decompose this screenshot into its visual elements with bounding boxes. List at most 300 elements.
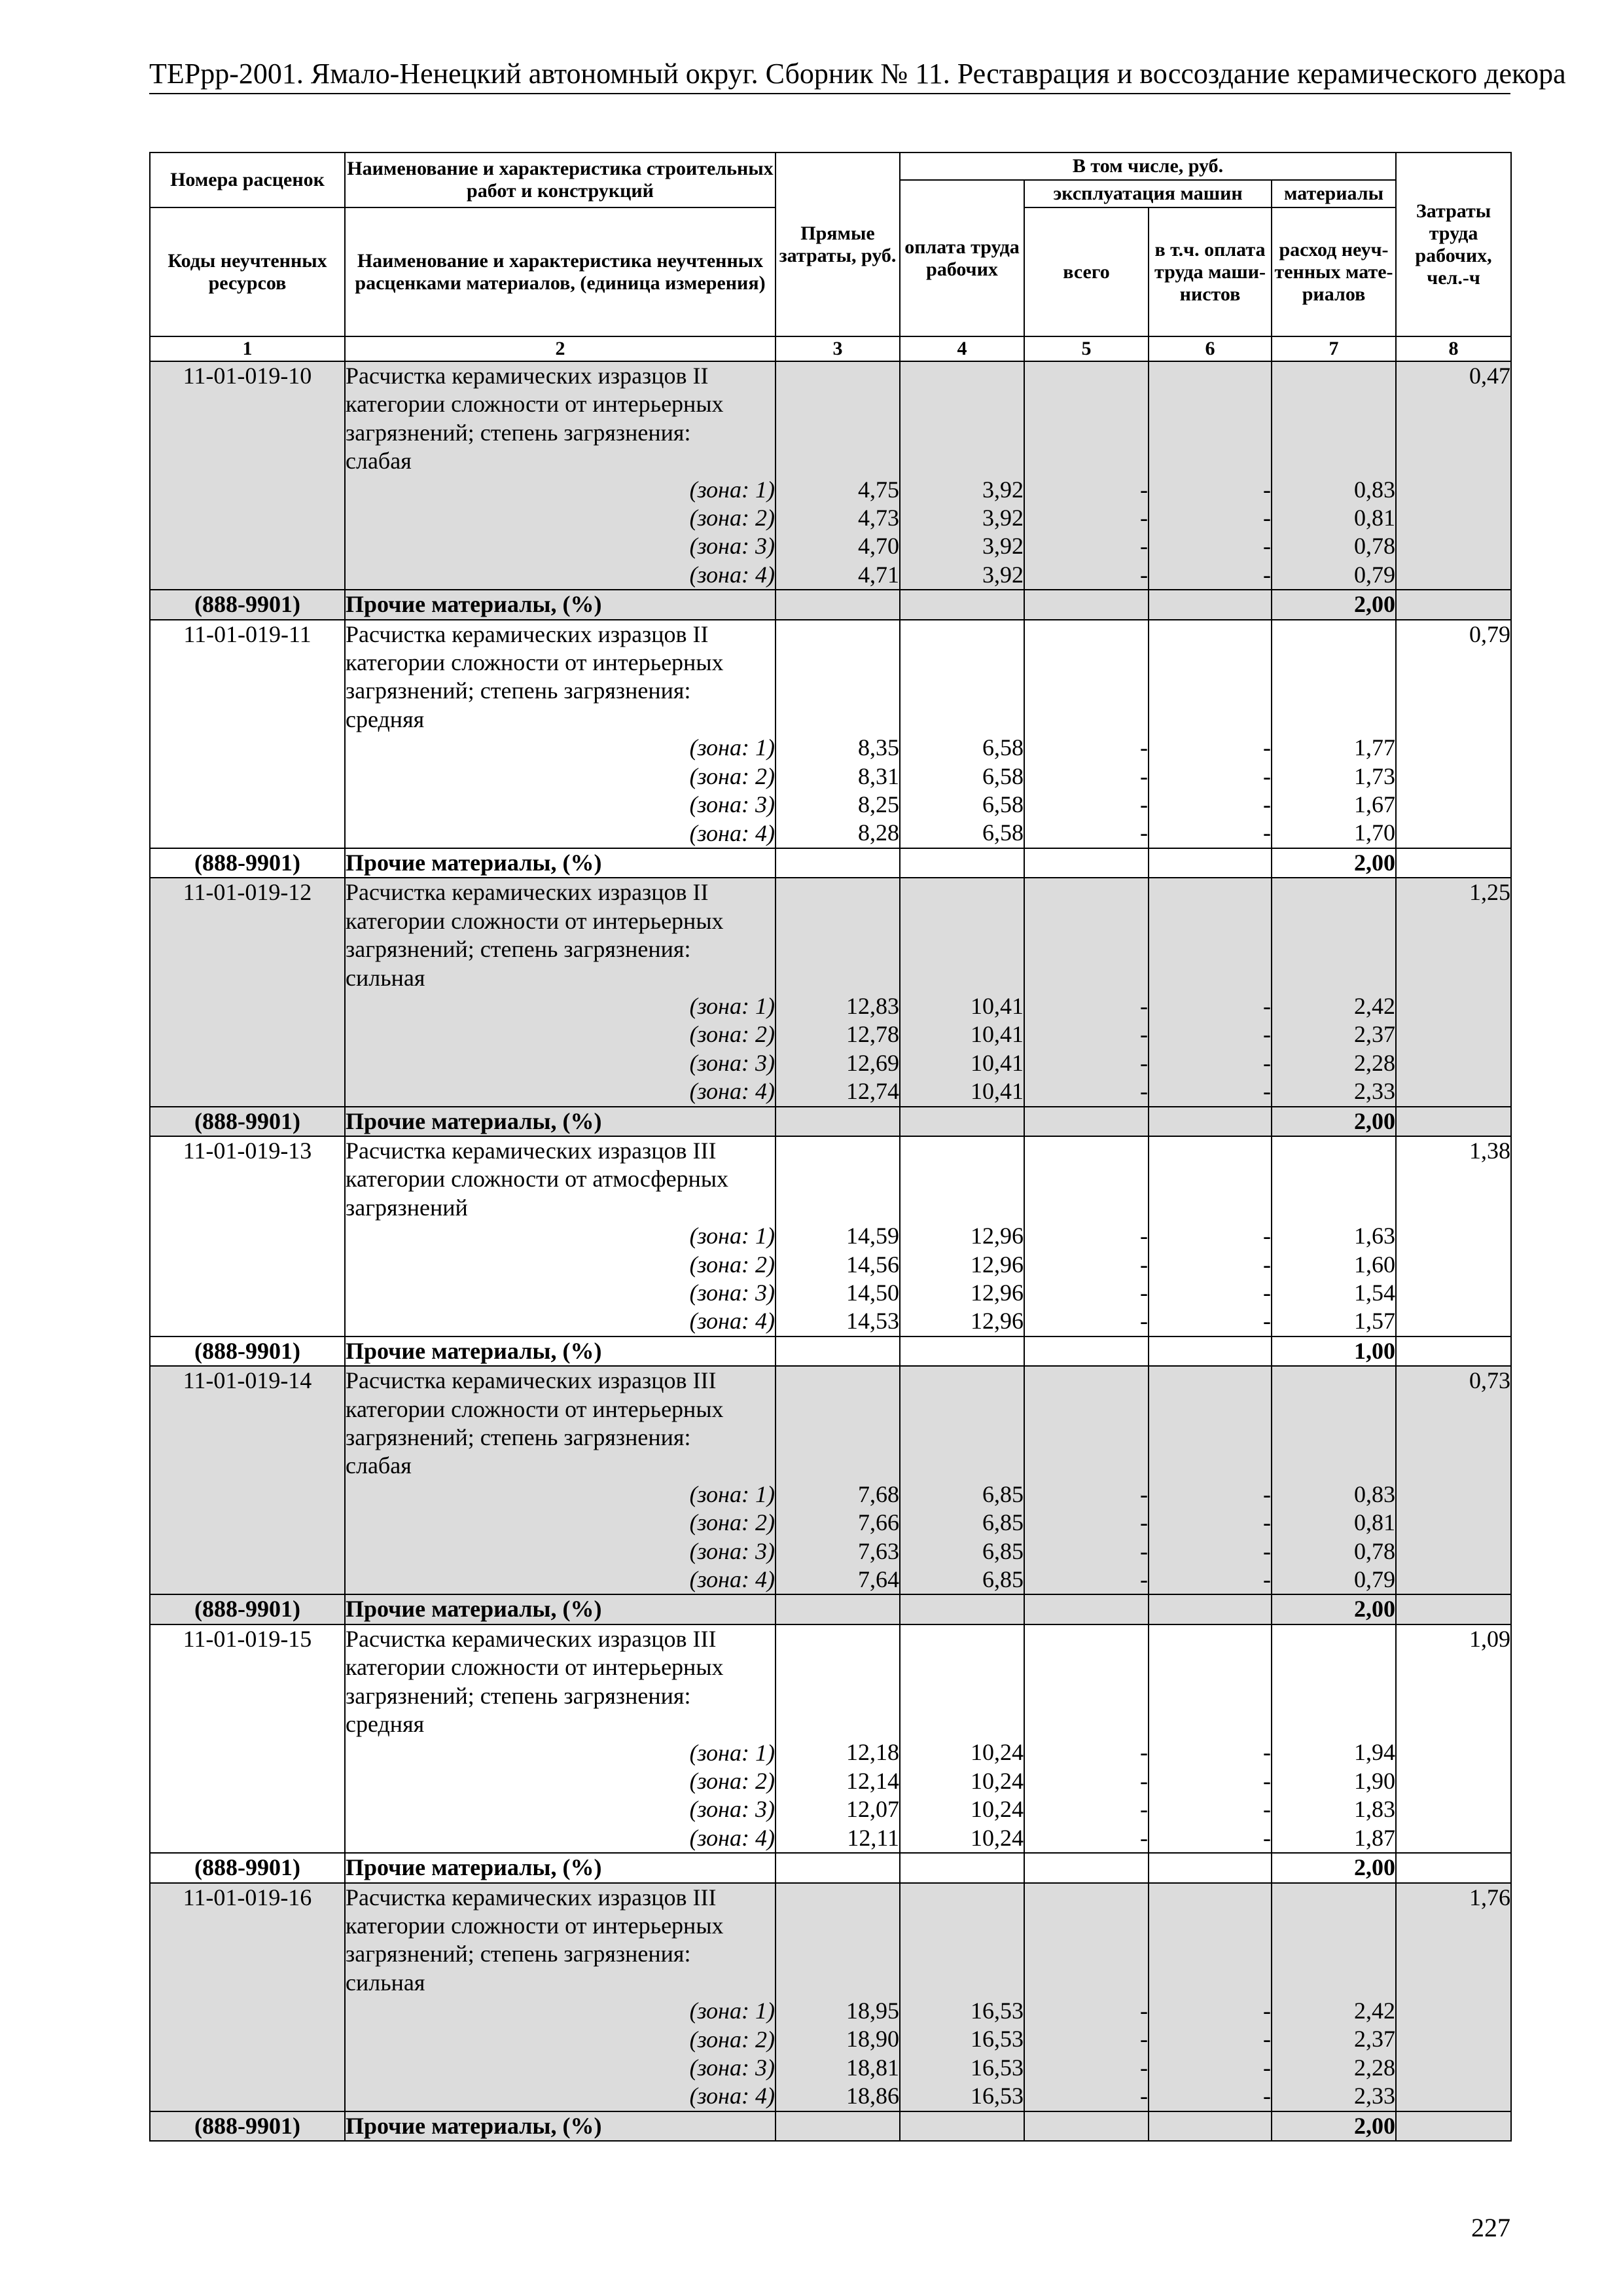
- rate-description-line: загрязнений; степень загрязнения:: [346, 936, 691, 963]
- spacer: [901, 1137, 1024, 1165]
- empty-cell: [1149, 1107, 1272, 1136]
- zone-label: (зона: 3): [689, 1796, 775, 1823]
- spacer: [1149, 935, 1271, 963]
- spacer: [1272, 935, 1395, 963]
- direct-cost: 12,83: [846, 992, 899, 1019]
- labor-pay: 6,85: [982, 1537, 1024, 1564]
- header-incl: В том числе, руб.: [900, 152, 1396, 180]
- spacer: [1025, 1940, 1148, 1968]
- spacer: [1149, 1884, 1271, 1912]
- machines-total-cell: [1024, 1624, 1149, 1853]
- spacer: [901, 935, 1024, 963]
- spacer: [901, 907, 1024, 935]
- zone-label: (зона: 4): [689, 561, 775, 588]
- spacer: [1149, 1194, 1271, 1222]
- spacer: [1272, 419, 1395, 447]
- spacer: [776, 706, 899, 734]
- machinists-pay: -: [1263, 1566, 1271, 1592]
- machines-total: -: [1140, 762, 1148, 789]
- rate-group: [150, 1136, 1511, 1366]
- table-row: [150, 1366, 1511, 1594]
- spacer: [901, 1165, 1024, 1193]
- labor-pay: 10,24: [971, 1767, 1024, 1794]
- spacer: [776, 1912, 899, 1940]
- empty-cell: [1149, 1594, 1272, 1624]
- rate-description-line: загрязнений; степень загрязнения:: [346, 1682, 691, 1709]
- rate-code: 11-01-019-10: [183, 363, 312, 389]
- labor-pay: 12,96: [971, 1308, 1024, 1335]
- materials-cost: 2,33: [1354, 1078, 1396, 1105]
- empty-cell: [1149, 590, 1272, 619]
- machinists-pay-cell: [1149, 1366, 1272, 1594]
- spacer: [1272, 1137, 1395, 1165]
- rate-description-line: категории сложности от интерьерных: [346, 1395, 724, 1422]
- machines-total: -: [1140, 819, 1148, 846]
- rate-code-cell: [150, 1883, 345, 2111]
- rate-description-line: Расчистка керамических изразцов III: [346, 1625, 717, 1652]
- labor-pay: 3,92: [982, 533, 1024, 560]
- empty-cell: [1396, 1853, 1511, 1882]
- rate-description-line: слабая: [346, 1452, 412, 1479]
- labor-pay: 6,85: [982, 1509, 1024, 1536]
- empty-cell: [1149, 1853, 1272, 1882]
- machines-total: -: [1140, 2026, 1148, 2053]
- direct-cost-cell: [776, 1366, 900, 1594]
- machines-total: -: [1140, 1078, 1148, 1105]
- materials-cost: 0,81: [1354, 1509, 1396, 1536]
- table-row: [150, 1883, 1511, 2111]
- other-materials-name: Прочие материалы, (%): [345, 848, 776, 878]
- rate-code: 11-01-019-13: [183, 1137, 312, 1164]
- labor-pay: 12,96: [971, 1251, 1024, 1278]
- spacer: [776, 1625, 899, 1653]
- spacer: [1272, 1165, 1395, 1193]
- other-materials-code: (888-9901): [150, 1853, 345, 1882]
- col-number: 8: [1396, 336, 1511, 361]
- spacer: [1272, 390, 1395, 418]
- spacer: [901, 1625, 1024, 1653]
- rate-description-line: Расчистка керамических изразцов III: [346, 1137, 717, 1164]
- machines-total: -: [1140, 1824, 1148, 1851]
- labor-pay-cell: [900, 1624, 1024, 1853]
- rate-description-line: категории сложности от интерьерных: [346, 1654, 724, 1681]
- empty-cell: [1024, 1107, 1149, 1136]
- empty-cell: [776, 1336, 900, 1366]
- machinists-pay: -: [1263, 1308, 1271, 1335]
- spacer: [1149, 1940, 1271, 1968]
- rate-description-line: Расчистка керамических изразцов III: [346, 1884, 717, 1910]
- spacer: [776, 1165, 899, 1193]
- header-direct: Прямые затраты, руб.: [776, 152, 900, 336]
- spacer: [776, 935, 899, 963]
- machines-total: -: [1140, 1566, 1148, 1592]
- direct-cost: 8,25: [858, 791, 899, 817]
- labor-pay-cell: [900, 1136, 1024, 1336]
- other-materials-row: [150, 1594, 1511, 1624]
- spacer: [1149, 390, 1271, 418]
- materials-cost: 1,83: [1354, 1796, 1396, 1823]
- rate-description-line: Расчистка керамических изразцов III: [346, 1367, 717, 1394]
- materials-cost-cell: [1272, 1624, 1396, 1853]
- labor-cost-cell: [1396, 1136, 1511, 1336]
- other-materials-code: (888-9901): [150, 1336, 345, 1366]
- rate-description-line: Расчистка керамических изразцов II: [346, 879, 709, 906]
- other-materials-name: Прочие материалы, (%): [345, 1853, 776, 1882]
- spacer: [1149, 1682, 1271, 1710]
- spacer: [1272, 1367, 1395, 1395]
- direct-cost: 4,70: [858, 533, 899, 560]
- materials-cost: 2,37: [1354, 1021, 1396, 1048]
- labor-pay: 10,24: [971, 1739, 1024, 1766]
- spacer: [776, 1940, 899, 1968]
- direct-cost: 4,73: [858, 504, 899, 531]
- zone-label: (зона: 3): [689, 533, 775, 560]
- materials-cost: 2,28: [1354, 1049, 1396, 1076]
- direct-cost: 7,68: [858, 1480, 899, 1507]
- zone-label: (зона: 4): [689, 1078, 775, 1105]
- machinists-pay: -: [1263, 1279, 1271, 1306]
- zone-label: (зона: 3): [689, 1280, 775, 1306]
- machines-total: -: [1140, 1796, 1148, 1823]
- machinists-pay-cell: [1149, 1624, 1272, 1853]
- table-row: [150, 620, 1511, 848]
- empty-cell: [1024, 590, 1149, 619]
- empty-cell: [776, 848, 900, 878]
- labor-pay: 3,92: [982, 476, 1024, 503]
- spacer: [1272, 649, 1395, 677]
- spacer: [1272, 1625, 1395, 1653]
- direct-cost-cell: [776, 1883, 900, 2111]
- machinists-pay: -: [1263, 1767, 1271, 1794]
- labor-cost-cell: [1396, 361, 1511, 590]
- empty-cell: [1024, 1336, 1149, 1366]
- col-number: 6: [1149, 336, 1272, 361]
- spacer: [901, 362, 1024, 390]
- zone-label: (зона: 1): [689, 1223, 775, 1249]
- spacer: [901, 620, 1024, 649]
- spacer: [1149, 706, 1271, 734]
- spacer: [901, 706, 1024, 734]
- machinists-pay-cell: [1149, 1883, 1272, 2111]
- labor-pay-cell: [900, 878, 1024, 1106]
- spacer: [1025, 1625, 1148, 1653]
- spacer: [901, 1710, 1024, 1738]
- empty-cell: [1149, 1336, 1272, 1366]
- direct-cost: 14,50: [846, 1279, 899, 1306]
- empty-cell: [776, 590, 900, 619]
- spacer: [1025, 1912, 1148, 1940]
- direct-cost: 12,18: [846, 1739, 899, 1766]
- labor-cost: 1,76: [1469, 1884, 1511, 1910]
- direct-cost: 18,86: [846, 2083, 899, 2109]
- other-materials-value: 2,00: [1272, 848, 1396, 878]
- materials-cost: 1,94: [1354, 1739, 1396, 1766]
- machines-total: -: [1140, 1251, 1148, 1278]
- machinists-pay: -: [1263, 762, 1271, 789]
- spacer: [1149, 907, 1271, 935]
- spacer: [776, 362, 899, 390]
- spacer: [776, 1452, 899, 1480]
- spacer: [1025, 1367, 1148, 1395]
- machines-total: -: [1140, 1049, 1148, 1076]
- labor-cost-cell: [1396, 620, 1511, 848]
- materials-cost: 1,90: [1354, 1767, 1396, 1794]
- direct-cost: 7,66: [858, 1509, 899, 1536]
- other-materials-code: (888-9901): [150, 2111, 345, 2141]
- header-labor-pay: оплата труда рабочих: [900, 180, 1024, 336]
- document-header: ТЕРрр-2001. Ямало-Ненецкий автономный округ. Сборник № 11. Реставрация и воссоздание керамического декора: [149, 56, 1510, 94]
- materials-cost: 0,78: [1354, 1537, 1396, 1564]
- spacer: [1149, 677, 1271, 705]
- labor-pay: 6,58: [982, 762, 1024, 789]
- labor-cost-cell: [1396, 878, 1511, 1106]
- spacer: [901, 1395, 1024, 1424]
- header-machines: эксплуатация машин: [1024, 180, 1272, 207]
- spacer: [776, 963, 899, 992]
- direct-cost-cell: [776, 620, 900, 848]
- labor-pay: 10,24: [971, 1796, 1024, 1823]
- spacer: [776, 620, 899, 649]
- rate-description-line: категории сложности от интерьерных: [346, 649, 724, 676]
- materials-cost: 0,79: [1354, 561, 1396, 588]
- materials-cost-cell: [1272, 620, 1396, 848]
- machinists-pay: -: [1263, 504, 1271, 531]
- materials-cost: 2,42: [1354, 992, 1396, 1019]
- machinists-pay: -: [1263, 1021, 1271, 1048]
- other-materials-name: Прочие материалы, (%): [345, 1107, 776, 1136]
- spacer: [776, 447, 899, 475]
- spacer: [1272, 1653, 1395, 1681]
- labor-pay: 10,41: [971, 1021, 1024, 1048]
- other-materials-value: 2,00: [1272, 1107, 1396, 1136]
- machinists-pay: -: [1263, 476, 1271, 503]
- header-codes: Коды неучтенных ресурсов: [150, 207, 345, 336]
- materials-cost-cell: [1272, 878, 1396, 1106]
- spacer: [776, 907, 899, 935]
- spacer: [1149, 1653, 1271, 1681]
- direct-cost: 12,11: [847, 1824, 899, 1851]
- other-materials-value: 2,00: [1272, 590, 1396, 619]
- header-materials-usage: расход неуч-тенных мате-риалов: [1272, 207, 1396, 336]
- empty-cell: [1149, 2111, 1272, 2141]
- machinists-pay: -: [1263, 1251, 1271, 1278]
- rate-group: [150, 361, 1511, 620]
- rate-group: [150, 878, 1511, 1136]
- spacer: [1025, 1194, 1148, 1222]
- machinists-pay: -: [1263, 992, 1271, 1019]
- labor-pay-cell: [900, 620, 1024, 848]
- rate-description-line: Расчистка керамических изразцов II: [346, 620, 709, 647]
- rate-name-cell: [345, 361, 776, 590]
- machinists-pay: -: [1263, 1796, 1271, 1823]
- materials-cost: 1,87: [1354, 1824, 1396, 1851]
- machines-total: -: [1140, 1308, 1148, 1335]
- spacer: [1272, 1710, 1395, 1738]
- zone-label: (зона: 2): [689, 2026, 775, 2053]
- empty-cell: [1024, 1594, 1149, 1624]
- materials-cost-cell: [1272, 1366, 1396, 1594]
- spacer: [1272, 1395, 1395, 1424]
- spacer: [776, 390, 899, 418]
- machines-total-cell: [1024, 878, 1149, 1106]
- empty-cell: [776, 1594, 900, 1624]
- spacer: [1272, 706, 1395, 734]
- spacer: [901, 1424, 1024, 1452]
- materials-cost: 0,83: [1354, 1480, 1396, 1507]
- machines-total: -: [1140, 1767, 1148, 1794]
- spacer: [1149, 963, 1271, 992]
- rate-name-cell: [345, 878, 776, 1106]
- direct-cost: 14,59: [846, 1223, 899, 1249]
- spacer: [776, 1137, 899, 1165]
- empty-cell: [900, 1853, 1024, 1882]
- spacer: [1149, 1165, 1271, 1193]
- labor-pay: 12,96: [971, 1223, 1024, 1249]
- header-machinists-pay: в т.ч. оплата труда маши-нистов: [1149, 207, 1272, 336]
- col-number: 1: [150, 336, 345, 361]
- spacer: [776, 419, 899, 447]
- machinists-pay: -: [1263, 734, 1271, 761]
- machines-total-cell: [1024, 1136, 1149, 1336]
- labor-pay: 10,41: [971, 1078, 1024, 1105]
- spacer: [1272, 1682, 1395, 1710]
- direct-cost-cell: [776, 361, 900, 590]
- other-materials-name: Прочие материалы, (%): [345, 2111, 776, 2141]
- empty-cell: [1396, 590, 1511, 619]
- header-machines-total: всего: [1024, 207, 1149, 336]
- spacer: [901, 1653, 1024, 1681]
- rate-name-cell: [345, 1883, 776, 2111]
- materials-cost-cell: [1272, 361, 1396, 590]
- zone-label: (зона: 1): [689, 992, 775, 1019]
- machines-total: -: [1140, 1480, 1148, 1507]
- other-materials-row: [150, 1107, 1511, 1136]
- rate-code: 11-01-019-14: [183, 1367, 312, 1394]
- empty-cell: [1024, 848, 1149, 878]
- labor-pay-cell: [900, 1883, 1024, 2111]
- labor-pay: 10,24: [971, 1824, 1024, 1851]
- spacer: [1149, 1452, 1271, 1480]
- zone-label: (зона: 2): [689, 505, 775, 531]
- empty-cell: [1396, 848, 1511, 878]
- machinists-pay-cell: [1149, 620, 1272, 848]
- rate-description-line: категории сложности от интерьерных: [346, 1912, 724, 1939]
- spacer: [776, 1969, 899, 1997]
- rate-name-cell: [345, 1366, 776, 1594]
- spacer: [1025, 1137, 1148, 1165]
- rate-description-line: загрязнений: [346, 1194, 468, 1221]
- zone-label: (зона: 1): [689, 1998, 775, 2024]
- spacer: [1025, 677, 1148, 705]
- spacer: [901, 878, 1024, 906]
- empty-cell: [776, 1107, 900, 1136]
- materials-cost: 2,37: [1354, 2026, 1396, 2053]
- spacer: [1149, 1137, 1271, 1165]
- other-materials-code: (888-9901): [150, 590, 345, 619]
- direct-cost: 14,56: [846, 1251, 899, 1278]
- other-materials-name: Прочие материалы, (%): [345, 1336, 776, 1366]
- machines-total-cell: [1024, 1366, 1149, 1594]
- direct-cost-cell: [776, 878, 900, 1106]
- direct-cost: 18,81: [846, 2054, 899, 2081]
- spacer: [1025, 1653, 1148, 1681]
- materials-cost: 0,79: [1354, 1566, 1396, 1592]
- spacer: [1272, 620, 1395, 649]
- machinists-pay-cell: [1149, 1136, 1272, 1336]
- spacer: [901, 1940, 1024, 1968]
- materials-cost-cell: [1272, 1883, 1396, 2111]
- zone-label: (зона: 1): [689, 734, 775, 761]
- zone-label: (зона: 3): [689, 791, 775, 818]
- materials-cost: 2,42: [1354, 1998, 1396, 2024]
- labor-pay: 3,92: [982, 504, 1024, 531]
- rate-code: 11-01-019-12: [183, 879, 312, 906]
- spacer: [1025, 963, 1148, 992]
- rate-code: 11-01-019-16: [183, 1884, 312, 1910]
- rate-group: [150, 1366, 1511, 1624]
- materials-cost: 0,78: [1354, 533, 1396, 560]
- direct-cost: 7,63: [858, 1537, 899, 1564]
- header-name2: Наименование и характеристика неучтенных расценками материалов, (единица измерения): [345, 207, 776, 336]
- machines-total-cell: [1024, 620, 1149, 848]
- empty-cell: [776, 2111, 900, 2141]
- zone-label: (зона: 3): [689, 1537, 775, 1564]
- spacer: [776, 1653, 899, 1681]
- rate-group: [150, 620, 1511, 878]
- materials-cost: 1,63: [1354, 1223, 1396, 1249]
- header-labor-cost: Затраты труда рабочих, чел.-ч: [1396, 152, 1511, 336]
- rate-description-line: категории сложности от интерьерных: [346, 907, 724, 934]
- spacer: [901, 677, 1024, 705]
- materials-cost: 2,33: [1354, 2083, 1396, 2109]
- labor-cost: 0,79: [1469, 620, 1511, 647]
- machines-total-cell: [1024, 1883, 1149, 2111]
- labor-pay: 16,53: [971, 1998, 1024, 2024]
- zone-label: (зона: 2): [689, 1767, 775, 1794]
- machines-total: -: [1140, 1998, 1148, 2024]
- spacer: [1025, 447, 1148, 475]
- col-number: 7: [1272, 336, 1396, 361]
- rate-description-line: средняя: [346, 1711, 425, 1738]
- machinists-pay: -: [1263, 561, 1271, 588]
- rate-name-cell: [345, 1624, 776, 1853]
- empty-cell: [1149, 848, 1272, 878]
- spacer: [1272, 677, 1395, 705]
- spacer: [1025, 1395, 1148, 1424]
- rate-code: 11-01-019-15: [183, 1625, 312, 1652]
- rate-name-cell: [345, 620, 776, 848]
- other-materials-row: [150, 1853, 1511, 1882]
- spacer: [1149, 878, 1271, 906]
- spacer: [1149, 1710, 1271, 1738]
- direct-cost: 18,95: [846, 1998, 899, 2024]
- direct-cost: 12,74: [846, 1078, 899, 1105]
- spacer: [776, 1395, 899, 1424]
- labor-pay: 10,41: [971, 1049, 1024, 1076]
- spacer: [901, 1969, 1024, 1997]
- labor-pay: 6,85: [982, 1566, 1024, 1592]
- col-number: 5: [1024, 336, 1149, 361]
- other-materials-value: 2,00: [1272, 2111, 1396, 2141]
- zone-label: (зона: 2): [689, 1021, 775, 1048]
- spacer: [1272, 1969, 1395, 1997]
- spacer: [1272, 1424, 1395, 1452]
- table-row: [150, 1136, 1511, 1336]
- rate-code-cell: [150, 361, 345, 590]
- machines-total: -: [1140, 2083, 1148, 2109]
- materials-cost: 1,67: [1354, 791, 1396, 817]
- spacer: [776, 1884, 899, 1912]
